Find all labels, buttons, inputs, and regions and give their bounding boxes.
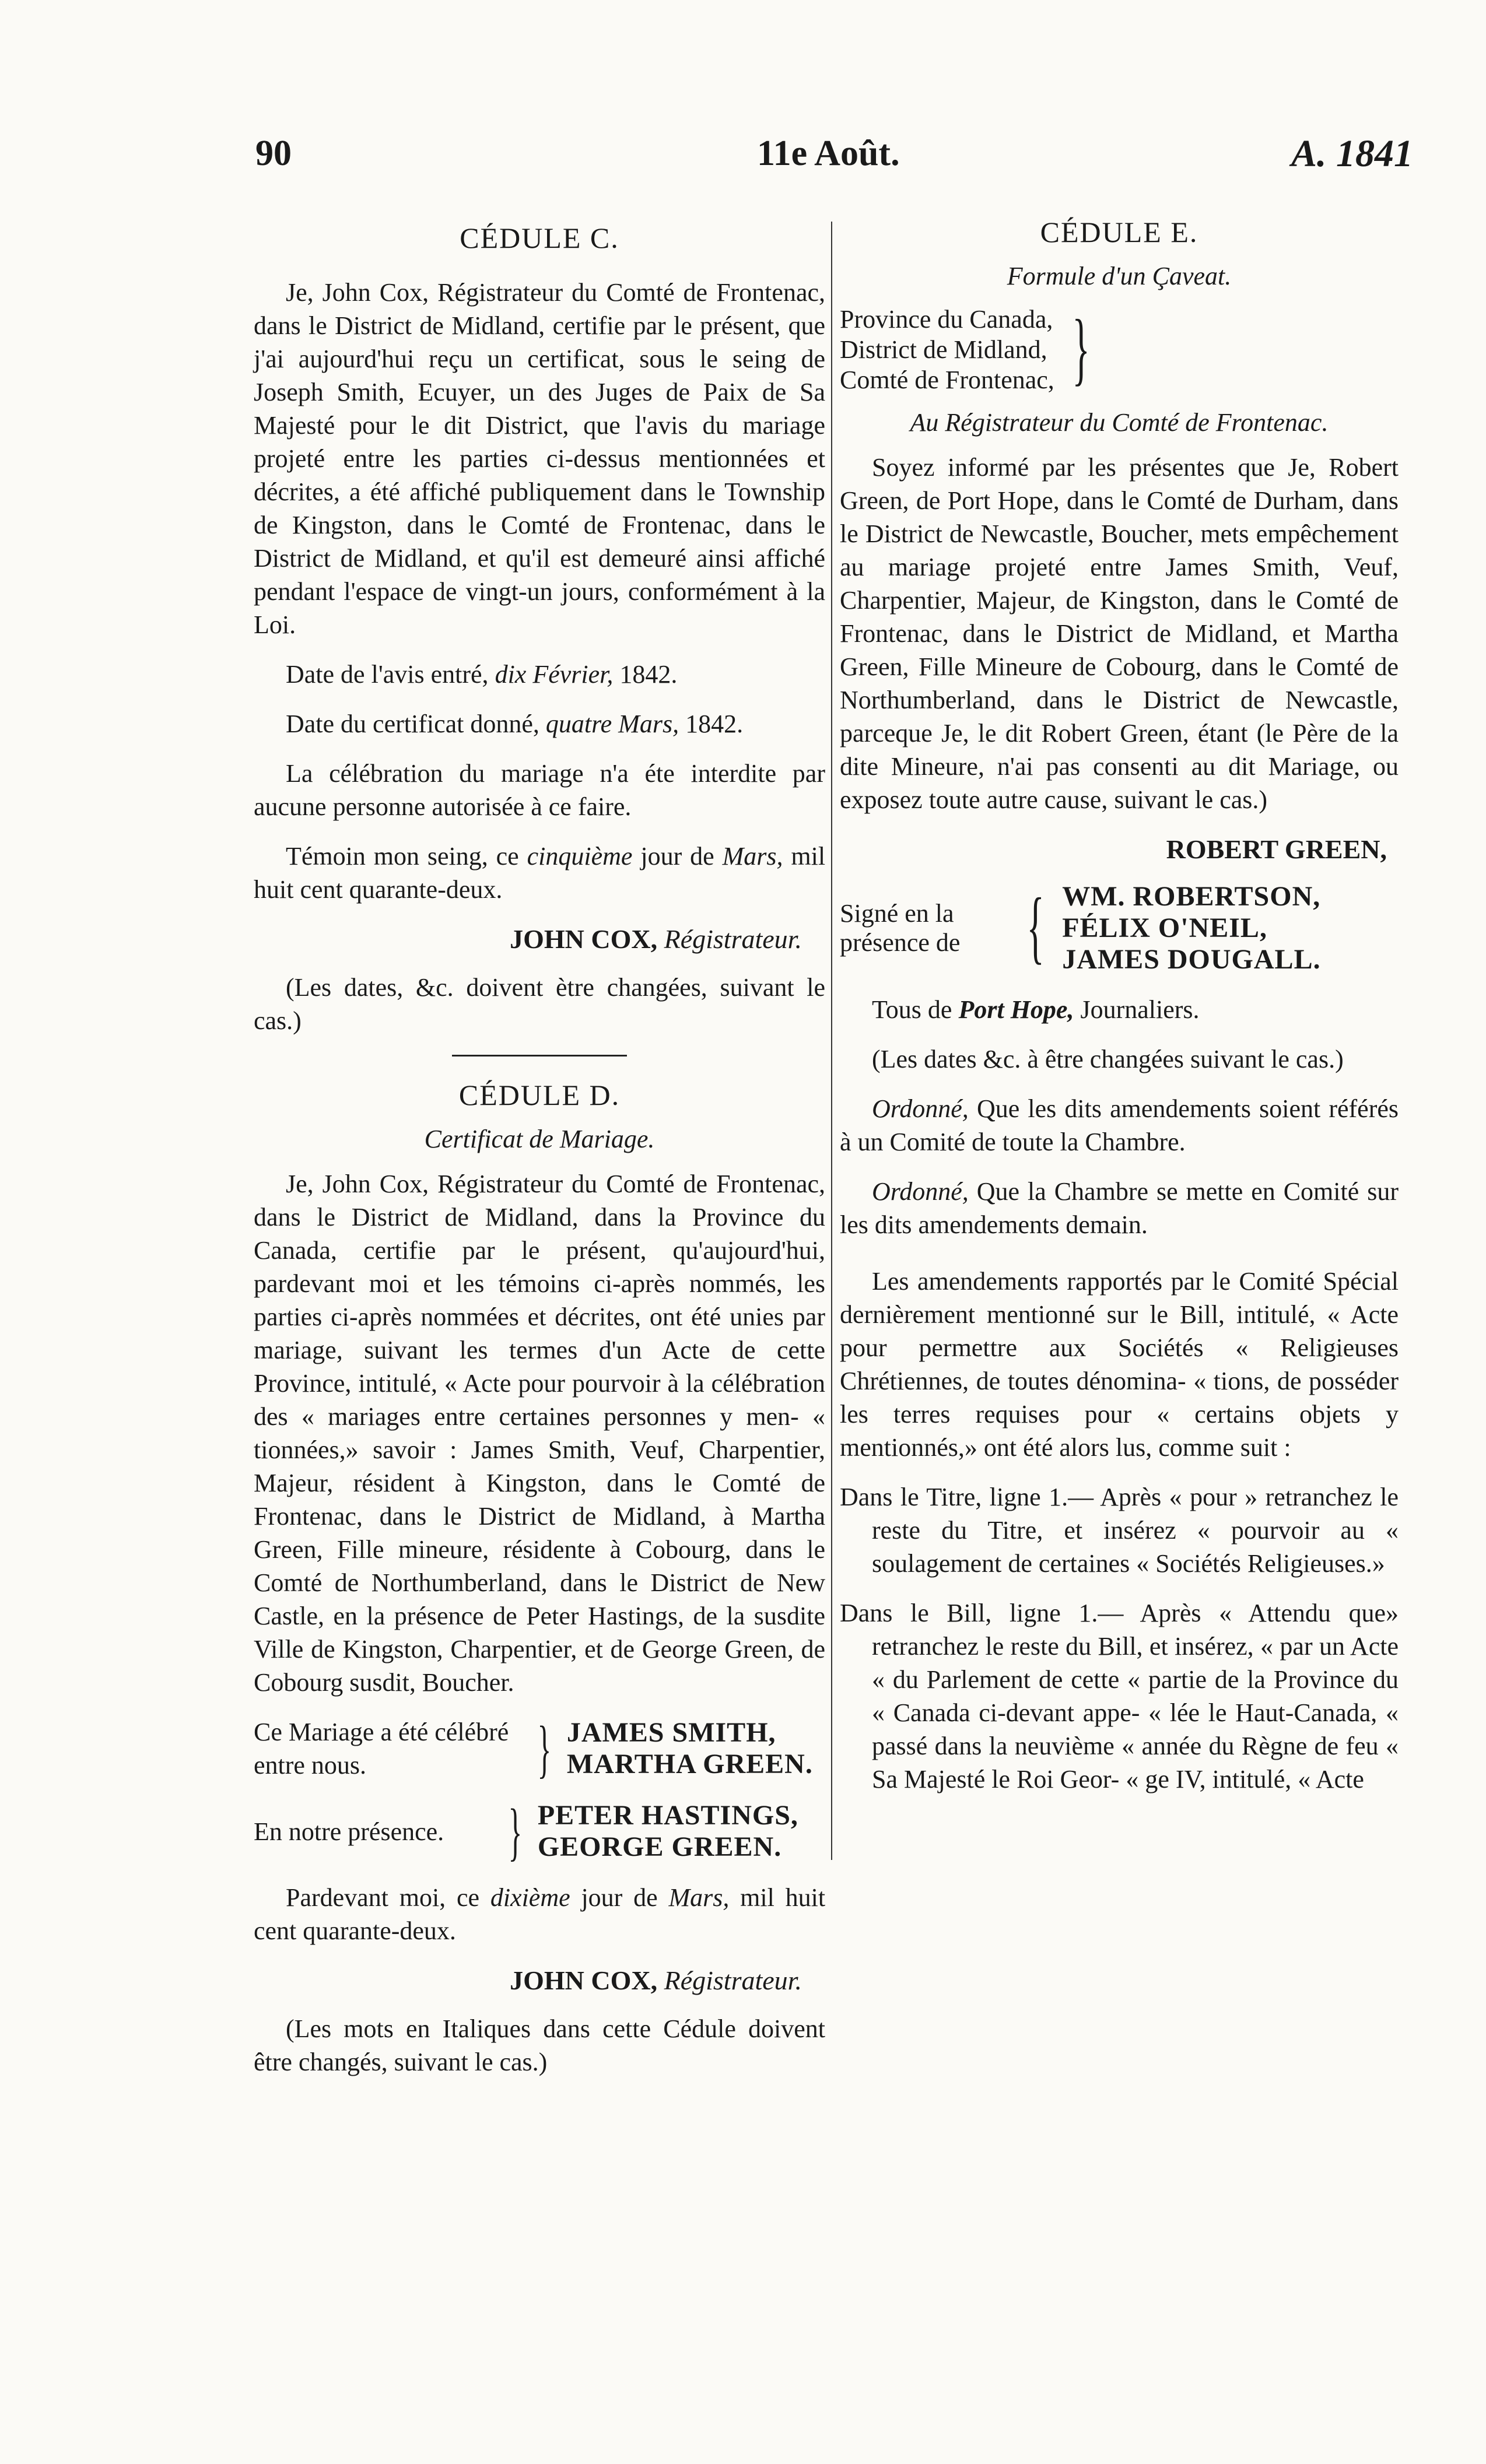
section-rule: [452, 1055, 627, 1056]
brace-icon: {: [1026, 881, 1045, 972]
schedule-e-note: (Les dates &c. à être changées suivant le cas.): [872, 1045, 1344, 1073]
signed-in-presence-block: [840, 881, 1321, 975]
witness-1: PETER HASTINGS,: [537, 1800, 798, 1831]
brace-icon: }: [508, 1796, 523, 1867]
signatory-title: Régistrateur.: [664, 924, 802, 954]
order-1: [840, 1092, 1399, 1159]
left-column: [254, 222, 825, 2095]
amendment-1-label: Dans le Titre, ligne 1.—: [840, 1483, 1094, 1511]
signatory-title: Régistrateur.: [664, 1965, 802, 1995]
notice-date-label: Date de l'avis entré,: [286, 660, 489, 689]
before-me-post: mil huit cent quarante-deux.: [254, 1883, 826, 1945]
schedule-d-body: Je, John Cox, Régistrateur du Comté de Frontenac, dans le District de Midland, dans la Province du Canada, certifie par le présent, qu'aujourd'hui, pardevant moi et les témoins ci-après nommés, les parties ci-après nommées et décrites, ont été unies par mariage, suivant les termes d'un Acte de cette Province, intitulé, « Acte pour pourvoir à la célébration des « mariages entre certaines personnes y men- « tionnées,» savoir : James Smith, Veuf, Charpentier, Majeur, résident à Kingston, dans le Comté de Frontenac, dans le District de Midland, à Martha Green, Fille mineure, résidente à Cobourg, dans le Comté de Northumberland, dans le District de New Castle, en la présence de Peter Hastings, de la susdite Ville de Kingston, Charpentier, et de George Green, de Cobourg susdit, Boucher.: [254, 1170, 825, 1697]
brace-icon: }: [537, 1713, 552, 1784]
spouse-2: MARTHA GREEN.: [566, 1749, 813, 1779]
residence-line: [840, 993, 1399, 1026]
before-me-pre: Pardevant moi, ce: [286, 1883, 480, 1912]
notice-year: 1842.: [619, 660, 678, 689]
schedule-c-heading: CÉDULE C.: [460, 222, 619, 254]
notice-date: dix Février,: [495, 660, 614, 689]
celebrated-label: Ce Mariage a été célébré entre nous.: [254, 1718, 509, 1779]
signatory-name: JOHN COX,: [510, 924, 658, 954]
running-title: 11e Août.: [757, 134, 900, 173]
cert-date-label: Date du certificat donné,: [286, 710, 539, 738]
amendments: [840, 1265, 1399, 1796]
orders: [840, 1092, 1399, 1241]
witness-mid: jour de: [640, 842, 714, 871]
spouse-names: [567, 1715, 813, 1782]
jurisdiction-lines: [840, 304, 1054, 395]
residence-place: Port Hope,: [958, 995, 1074, 1024]
witness-names: [538, 1799, 798, 1863]
witness-2: GEORGE GREEN.: [537, 1831, 782, 1862]
before-me-mid: jour de: [581, 1883, 658, 1912]
before-me-line: [254, 1881, 825, 1947]
amendment-2-label: Dans le Bill, ligne 1.—: [840, 1599, 1124, 1627]
witness-3: JAMES DOUGALL.: [1062, 944, 1321, 975]
witness-month: Mars,: [722, 842, 783, 871]
cert-date: quatre Mars,: [545, 710, 679, 738]
order-2: [840, 1175, 1399, 1241]
signed-label: Signé en la présence de: [840, 899, 961, 957]
schedule-c: [254, 222, 825, 1037]
before-me-day: dixième: [490, 1883, 570, 1912]
order-1-text: Que les dits amendements soient référés à un Comité de toute la Chambre.: [840, 1094, 1399, 1156]
witness-line: [254, 840, 825, 906]
cert-year: 1842.: [685, 710, 744, 738]
order-2-text: Que la Chambre se mette en Comité sur les dits amendements demain.: [840, 1177, 1399, 1239]
column-divider: [831, 222, 832, 1860]
page-header: [255, 132, 1413, 184]
county-line: Comté de Frontenac,: [840, 366, 1054, 394]
witnesses-block: [254, 1796, 798, 1867]
brace-icon: }: [1072, 303, 1090, 394]
presence-witnesses: [1062, 881, 1320, 975]
schedule-c-signature: [254, 922, 825, 956]
notice-date-line: [254, 658, 825, 691]
schedule-d: [254, 1079, 825, 2079]
year-label: A. 1841: [1291, 132, 1413, 175]
addressee: Au Régistrateur du Comté de Frontenac.: [910, 408, 1329, 437]
residence-post: Journaliers.: [1080, 995, 1200, 1024]
schedule-c-body: Je, John Cox, Régistrateur du Comté de Frontenac, dans le District de Midland, certifie par le présent, que j'ai aujourd'hui reçu un certificat, sous le seing de Joseph Smith, Ecuyer, un des Juges de Paix de Sa Majesté pour le dit District, que l'avis du mariage projeté entre les parties ci-dessus mentionnées et décrites, a été affiché publiquement dans le Township de Kingston, dans le Comté de Frontenac, dans le District de Midland, et qu'il est demeuré ainsi affiché pendant l'espace de vingt-un jours, conformément à la Loi.: [254, 278, 825, 639]
before-me-month: Mars,: [668, 1883, 730, 1912]
order-1-label: Ordonné,: [872, 1094, 969, 1123]
witness-post: mil huit cent quarante-deux.: [254, 842, 826, 904]
schedule-d-note: (Les mots en Italiques dans cette Cédule doivent être changés, suivant le cas.): [254, 2014, 825, 2076]
province-line: Province du Canada,: [840, 305, 1053, 334]
schedule-e-heading: CÉDULE E.: [1040, 216, 1198, 248]
page-number: 90: [255, 134, 292, 173]
schedule-e-signature: ROBERT GREEN,: [1166, 834, 1387, 864]
schedule-d-heading: CÉDULE D.: [458, 1079, 621, 1111]
spouse-1: JAMES SMITH,: [566, 1717, 776, 1748]
amendment-1-text: Après « pour » retranchez le reste du Titre, et insérez « pourvoir au « soulagement de certaines « Sociétés Religieuses.»: [872, 1483, 1399, 1578]
schedule-e-subheading: Formule d'un Çaveat.: [1007, 262, 1232, 290]
witness-1: WM. ROBERTSON,: [1062, 881, 1321, 912]
cert-date-line: [254, 707, 825, 740]
witness-pre: Témoin mon seing, ce: [286, 842, 519, 871]
schedule-c-note: (Les dates, &c. doivent ètre changées, suivant le cas.): [254, 973, 825, 1035]
schedule-e-body: Soyez informé par les présentes que Je, Robert Green, de Port Hope, dans le Comté de Durham, dans le District de Newcastle, Boucher, mets empêchement au mariage projeté entre James Smith, Veuf, Charpentier, Majeur, de Kingston, dans le Comté de Frontenac, dans le District de Midland, et Martha Green, Fille Mineure de Cobourg, dans le Comté de Northumberland, dans le District de Newcastle, parceque Je, le dit Robert Green, étant (le Père de la dite Mineure, n'ai pas consenti au dit Mariage, ou exposez toute autre cause, suivant le cas.): [840, 453, 1399, 814]
residence-pre: Tous de: [872, 995, 952, 1024]
not-forbidden-statement: La célébration du mariage n'a éte interdite par aucune personne autorisée à ce faire.: [254, 759, 825, 821]
amendment-1: [840, 1480, 1399, 1580]
district-line: District de Midland,: [840, 335, 1047, 364]
schedule-d-subheading: Certificat de Mariage.: [424, 1125, 655, 1153]
amendments-intro: Les amendements rapportés par le Comité Spécial dernièrement mentionné sur le Bill, intitulé, « Acte pour permettre aux Sociétés « Religieuses Chrétiennes, de toutes dénomina- « tions, de posséder les terres requises pour « certains objets y mentionnés,» ont été alors lus, comme suit :: [840, 1267, 1399, 1462]
amendment-2: [840, 1596, 1399, 1796]
jurisdiction-block: [840, 304, 1108, 395]
schedule-e: [840, 216, 1399, 1076]
presence-label: En notre présence.: [254, 1817, 444, 1846]
witness-day: cinquième: [527, 842, 633, 871]
right-column: [840, 216, 1399, 1812]
schedule-d-signature: [254, 1964, 825, 1997]
order-2-label: Ordonné,: [872, 1177, 969, 1206]
witness-2: FÉLIX O'NEIL,: [1062, 912, 1267, 943]
spouses-block: [254, 1715, 813, 1782]
amendment-2-text: Après « Attendu que» retranchez le reste du Bill, et insérez, « par un Acte « du Parlement de cette « partie de la Province du « Canada ci-devant appe- « lée le Haut-Canada, « passé dans la neuvième « année du Règne de feu « Sa Majesté le Roi Geor- « ge IV, intitulé, « Acte: [872, 1599, 1399, 1793]
signatory-name: JOHN COX,: [510, 1965, 658, 1995]
